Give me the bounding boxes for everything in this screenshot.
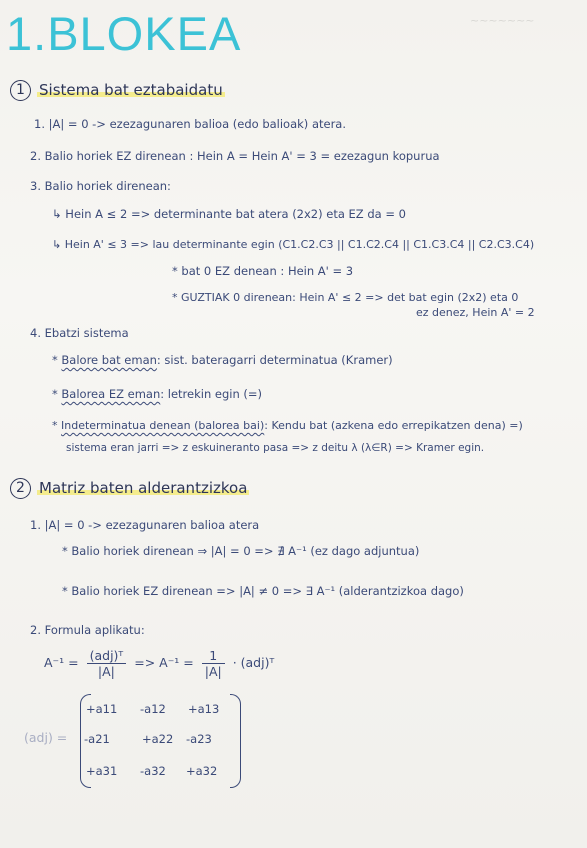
s1-step3: 3. Balio horiek direnean:: [30, 179, 171, 193]
matrix-cell: -a21: [84, 732, 110, 746]
section-2-title: Matriz baten alderantzizkoa: [39, 479, 248, 497]
s1-step4: 4. Ebatzi sistema: [30, 326, 129, 340]
adj-label: (adj) =: [24, 730, 68, 745]
s1-sub2b: * GUZTIAK 0 direnean: Hein A' ≤ 2 => det bat egin (2x2) eta 0: [172, 291, 519, 304]
s2-step2: 2. Formula aplikatu:: [30, 623, 145, 637]
s1-sub1-text: Hein A ≤ 2 => determinante bat atera (2x2) eta EZ da = 0: [65, 207, 406, 221]
matrix-cell: -a23: [186, 732, 212, 746]
s1-sub2a: * bat 0 EZ denean : Hein A' = 3: [172, 264, 354, 278]
section-2-heading: [10, 478, 249, 499]
section-1-title: Sistema bat eztabaidatu: [39, 81, 223, 99]
bleed-through: ~~~~~~~: [470, 14, 535, 27]
formula-arrow: => A⁻¹ =: [134, 655, 194, 670]
s1-step2: 2. Balio horiek EZ direnean : Hein A = Hein A' = 3 = ezezagun kopurua: [30, 149, 440, 163]
page-title: 1.BLOKEA: [6, 7, 242, 60]
s2-bullet1: * Balio horiek direnean ⇒ |A| = 0 => ∄ A⁻¹ (ez dago adjuntua): [62, 544, 420, 558]
formula-den: |A|: [97, 664, 115, 679]
s1-bullet3-cont: sistema eran jarri => z eskuineranto pasa => z deitu λ (λ∈R) => Kramer egin.: [66, 442, 485, 454]
s1-bullet2-rest: : letrekin egin (=): [160, 387, 263, 401]
s1-sub2-text: Hein A' ≤ 3 => lau determinante egin (C1.C2.C3 || C1.C2.C4 || C1.C3.C4 || C2.C3.C4): [64, 238, 535, 251]
formula-num: (adj)ᵀ: [87, 648, 127, 664]
matrix-right-bracket: [230, 694, 241, 788]
s1-bullet1-label: Balore bat eman: [61, 353, 157, 367]
s1-bullet3-rest: : Kendu bat (azkena edo errepikatzen dena) =): [264, 419, 523, 432]
s1-sub2: ↳ Hein A' ≤ 3 => lau determinante egin (C1.C2.C3 || C1.C2.C4 || C1.C3.C4 || C2.C3.C4): [52, 238, 535, 251]
s1-sub1: ↳ Hein A ≤ 2 => determinante bat atera (2x2) eta EZ da = 0: [52, 207, 406, 221]
s1-bullet1: * Balore bat eman: sist. bateragarri determinatua (Kramer): [52, 353, 393, 367]
s2-step1: 1. |A| = 0 -> ezezagunaren balioa atera: [30, 518, 260, 532]
formula-fraction-1: [87, 648, 127, 679]
formula-lhs: A⁻¹ =: [44, 655, 79, 670]
section-1-number: 1: [10, 80, 31, 101]
matrix-cell: +a31: [86, 764, 118, 778]
formula-den2: |A|: [204, 664, 222, 679]
s1-bullet3: * Indeterminatua denean (balorea bai): Kendu bat (azkena edo errepikatzen dena) =): [52, 419, 523, 432]
s1-bullet2: * Balorea EZ eman: letrekin egin (=): [52, 387, 263, 401]
s1-step1: 1. |A| = 0 -> ezezagunaren balioa (edo balioak) atera.: [34, 117, 347, 131]
adjugate-matrix: [80, 694, 240, 786]
formula-fraction-2: [202, 648, 225, 679]
matrix-cell: +a32: [186, 764, 218, 778]
matrix-cell: -a32: [140, 764, 166, 778]
inverse-formula: [44, 648, 274, 679]
formula-num2: 1: [202, 648, 225, 664]
matrix-cell: +a22: [142, 732, 174, 746]
matrix-cell: +a13: [188, 702, 220, 716]
section-2-number: 2: [10, 478, 31, 499]
s1-bullet2-label: Balorea EZ eman: [61, 387, 161, 401]
s1-bullet1-rest: : sist. bateragarri determinatua (Kramer): [156, 353, 393, 367]
section-1-heading: [10, 80, 225, 101]
formula-tail: · (adj)ᵀ: [232, 655, 275, 670]
s1-bullet3-label: Indeterminatua denean (balorea bai): [61, 419, 265, 432]
matrix-cell: -a12: [140, 702, 166, 716]
matrix-cell: +a11: [86, 702, 118, 716]
s1-sub2b-cont: ez denez, Hein A' = 2: [416, 306, 535, 319]
s2-bullet2: * Balio horiek EZ direnean => |A| ≠ 0 => ∃ A⁻¹ (alderantzizkoa dago): [62, 584, 464, 598]
